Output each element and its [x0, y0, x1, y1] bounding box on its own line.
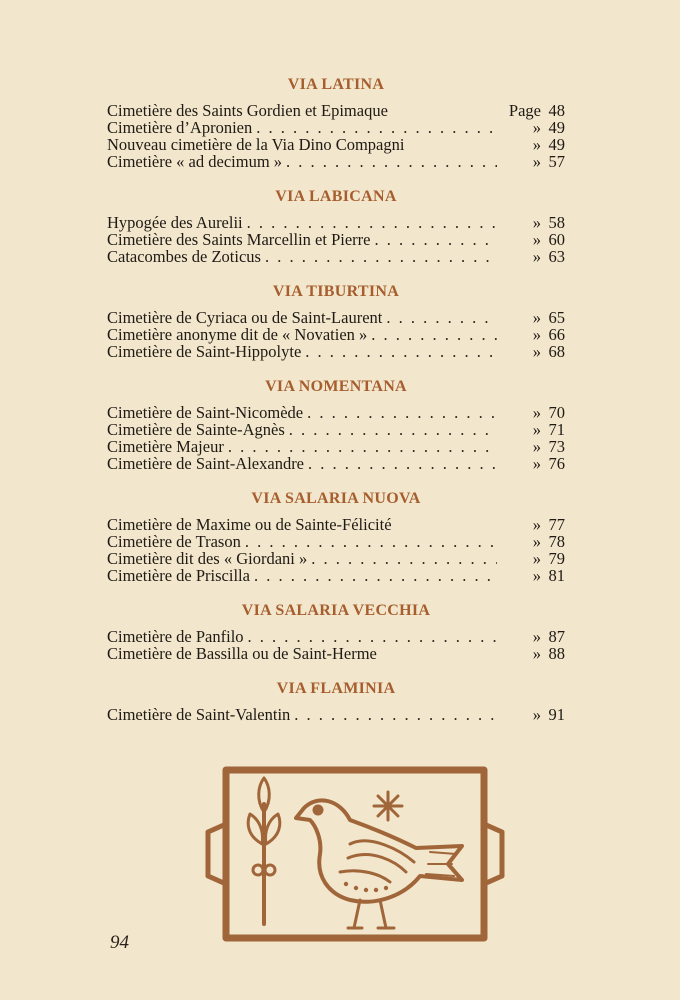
entry-page-number: 49 — [548, 118, 565, 137]
toc-entry — [107, 326, 565, 343]
toc-entry — [107, 455, 565, 472]
section-heading: VIA LATINA — [287, 76, 385, 93]
toc-entry — [107, 136, 565, 153]
dot-leader — [307, 550, 497, 567]
entry-page-number: 81 — [548, 566, 565, 585]
toc-entry — [107, 516, 565, 533]
page-marker: » — [532, 627, 541, 646]
page-marker: » — [532, 247, 541, 266]
entry-title: Cimetière anonyme dit de « Novatien » — [107, 325, 368, 344]
page-marker: » — [532, 549, 541, 568]
page-marker: » — [532, 118, 541, 137]
section-heading: VIA SALARIA VECCHIA — [241, 602, 431, 619]
entry-title: Cimetière de Panfilo — [107, 627, 244, 646]
toc-section — [107, 378, 565, 472]
page-marker: » — [532, 454, 541, 473]
entry-page-number: 66 — [548, 325, 565, 344]
section-heading: VIA SALARIA NUOVA — [251, 490, 421, 507]
dot-leader — [261, 248, 497, 265]
entry-title: Cimetière de Saint-Alexandre — [107, 454, 305, 473]
entry-title: Cimetière « ad decimum » — [107, 152, 283, 171]
toc-section — [107, 490, 565, 584]
dot-leader — [241, 533, 497, 550]
page-marker: » — [532, 515, 541, 534]
entry-title: Catacombes de Zoticus — [107, 247, 261, 266]
entry-title: Cimetière de Maxime ou de Sainte-Félicité — [107, 515, 392, 534]
toc-entry — [107, 153, 565, 170]
entry-title: Nouveau cimetière de la Via Dino Compagni — [107, 135, 405, 154]
entry-page-number: 70 — [548, 403, 565, 422]
entry-page-number: 71 — [548, 420, 565, 439]
toc-entry — [107, 706, 565, 723]
entry-page-number: 68 — [548, 342, 565, 361]
entry-title: Cimetière de Sainte-Agnès — [107, 420, 285, 439]
section-heading: VIA TIBURTINA — [272, 283, 400, 300]
entry-title: Cimetière de Priscilla — [107, 566, 250, 585]
table-of-contents — [107, 76, 565, 741]
entry-page-number: 88 — [548, 644, 565, 663]
entry-title: Cimetière des Saints Marcellin et Pierre — [107, 230, 371, 249]
entry-page-number: 65 — [548, 308, 565, 327]
dot-leader — [250, 567, 497, 584]
toc-section — [107, 602, 565, 662]
page-marker: » — [532, 566, 541, 585]
entry-title: Cimetière dit des « Giordani » — [107, 549, 308, 568]
dot-leader — [285, 421, 497, 438]
toc-entry — [107, 438, 565, 455]
entry-page-number: 77 — [548, 515, 565, 534]
page-marker: » — [532, 308, 541, 327]
entry-title: Cimetière des Saints Gordien et Epimaque — [107, 101, 388, 120]
dot-leader — [243, 214, 497, 231]
dot-leader — [224, 438, 497, 455]
toc-entry — [107, 550, 565, 567]
entry-title: Cimetière de Trason — [107, 532, 241, 551]
toc-entry — [107, 628, 565, 645]
page-marker: » — [532, 325, 541, 344]
entry-page-number: 91 — [548, 705, 565, 724]
dot-leader — [282, 153, 497, 170]
toc-entry — [107, 214, 565, 231]
toc-entry — [107, 533, 565, 550]
section-heading: VIA FLAMINIA — [276, 680, 396, 697]
toc-section — [107, 283, 565, 360]
entry-page-number: 49 — [548, 135, 565, 154]
entry-title: Cimetière de Saint-Nicomède — [107, 403, 304, 422]
entry-page-number: 73 — [548, 437, 565, 456]
toc-section — [107, 76, 565, 170]
toc-entry — [107, 343, 565, 360]
entry-title: Cimetière d’Apronien — [107, 118, 253, 137]
toc-entry — [107, 404, 565, 421]
page-marker: » — [532, 420, 541, 439]
toc-entry — [107, 567, 565, 584]
dot-leader — [370, 231, 497, 248]
dot-leader — [367, 326, 497, 343]
dot-leader — [290, 706, 497, 723]
page-marker: Page — [508, 101, 541, 120]
entry-page-number: 58 — [548, 213, 565, 232]
page-marker: » — [532, 342, 541, 361]
entry-title: Cimetière de Cyriaca ou de Saint-Laurent — [107, 308, 383, 327]
dot-leader — [301, 343, 497, 360]
toc-entry — [107, 645, 565, 662]
page-number: 94 — [110, 932, 129, 953]
section-heading: VIA LABICANA — [275, 188, 397, 205]
toc-entry — [107, 309, 565, 326]
toc-entry — [107, 421, 565, 438]
page-marker: » — [532, 437, 541, 456]
entry-page-number: 79 — [548, 549, 565, 568]
page-marker: » — [532, 213, 541, 232]
entry-title: Cimetière de Saint-Valentin — [107, 705, 291, 724]
entry-page-number: 76 — [548, 454, 565, 473]
page-marker: » — [532, 152, 541, 171]
toc-section — [107, 188, 565, 265]
entry-title: Cimetière de Saint-Hippolyte — [107, 342, 302, 361]
toc-section — [107, 680, 565, 723]
page-marker: » — [532, 532, 541, 551]
entry-title: Cimetière Majeur — [107, 437, 224, 456]
toc-entry — [107, 231, 565, 248]
dot-leader — [244, 628, 497, 645]
page-marker: » — [532, 403, 541, 422]
entry-page-number: 60 — [548, 230, 565, 249]
entry-title: Hypogée des Aurelii — [107, 213, 243, 232]
entry-page-number: 48 — [548, 101, 565, 120]
dot-leader — [252, 119, 497, 136]
page-marker: » — [532, 230, 541, 249]
dove-olive-branch-icon — [200, 764, 510, 944]
entry-page-number: 87 — [548, 627, 565, 646]
entry-title: Cimetière de Bassilla ou de Saint-Herme — [107, 644, 377, 663]
toc-entry — [107, 119, 565, 136]
dot-leader — [303, 404, 497, 421]
page-marker: » — [532, 705, 541, 724]
entry-page-number: 57 — [548, 152, 565, 171]
entry-page-number: 63 — [548, 247, 565, 266]
toc-entry — [107, 248, 565, 265]
page-marker: » — [532, 644, 541, 663]
entry-page-number: 78 — [548, 532, 565, 551]
dot-leader — [304, 455, 497, 472]
page-marker: » — [532, 135, 541, 154]
toc-entry — [107, 102, 565, 119]
dot-leader — [382, 309, 497, 326]
section-heading: VIA NOMENTANA — [265, 378, 407, 395]
